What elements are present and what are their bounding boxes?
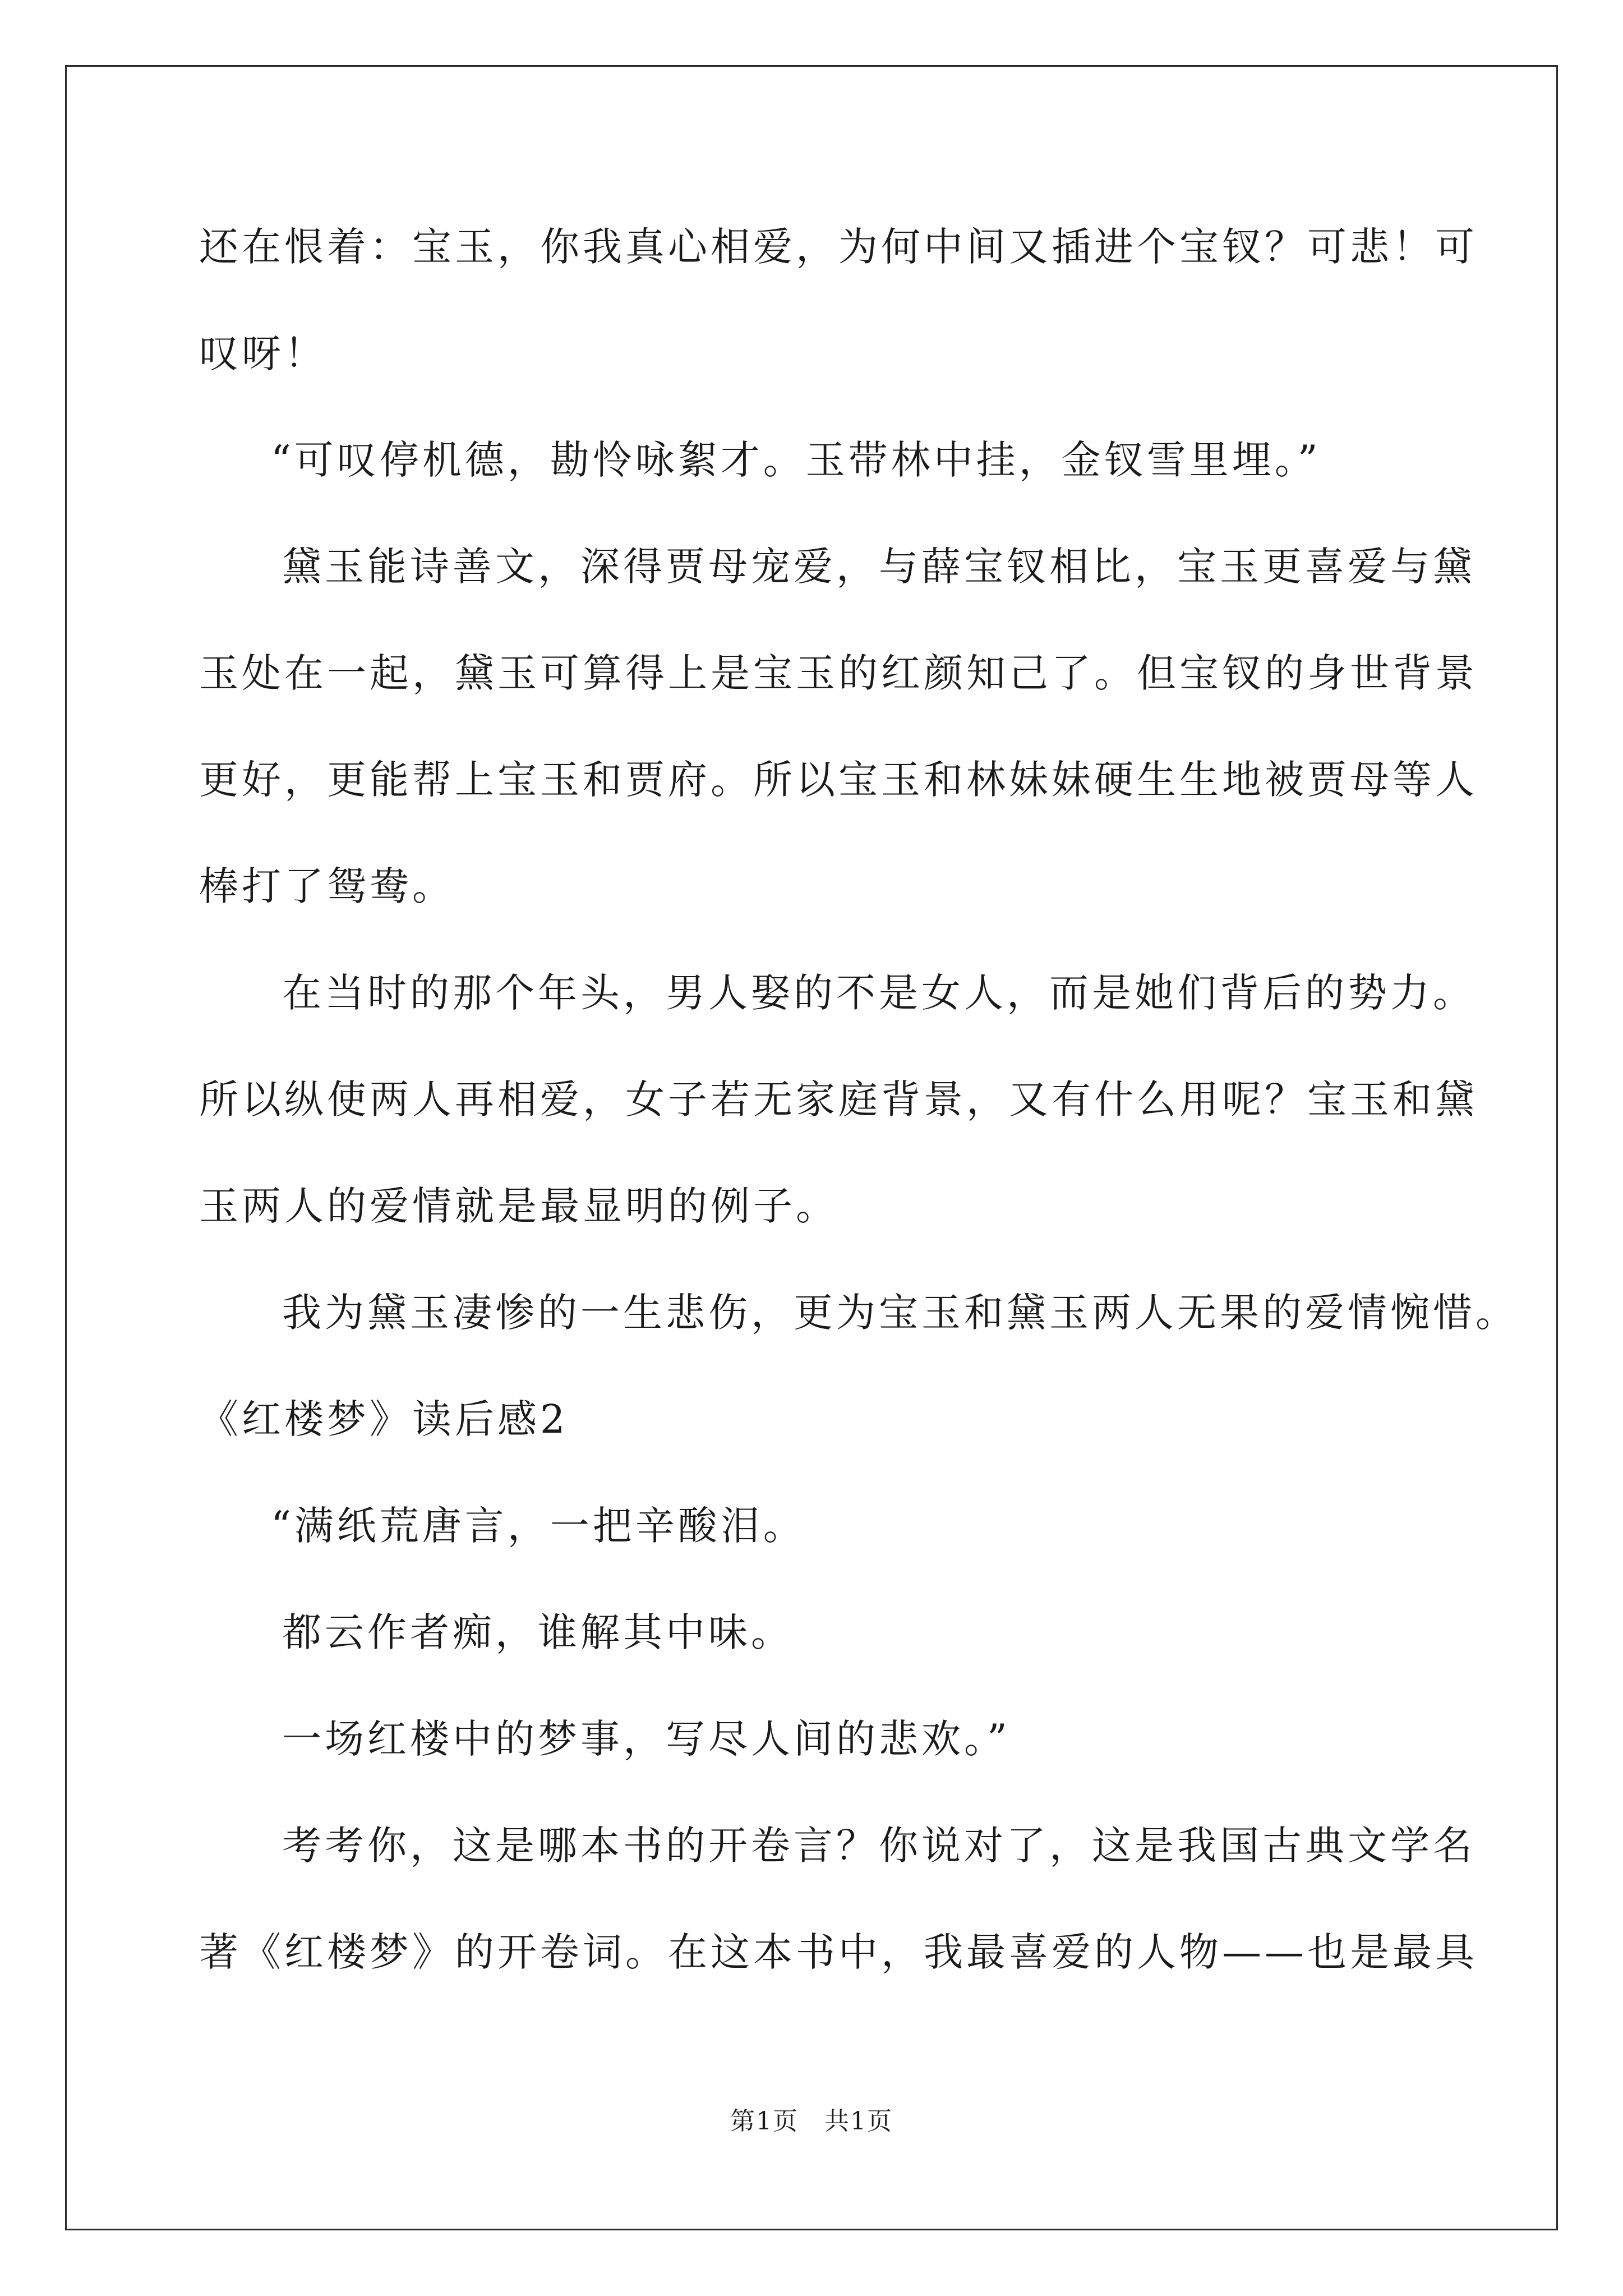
poem-line: 都云作者痴，谁解其中味。 xyxy=(282,1609,794,1655)
paragraph-line: 著《红楼梦》的开卷词。在这本书中，我最喜爱的人物——也是最具 xyxy=(199,1929,1478,1975)
paragraph-line: 还在恨着：宝玉，你我真心相爱，为何中间又插进个宝钗？可悲！可 xyxy=(199,224,1478,270)
paragraph-line: 在当时的那个年头，男人娶的不是女人，而是她们背后的势力。 xyxy=(282,970,1476,1016)
paragraph-line: 黛玉能诗善文，深得贾母宠爱，与薛宝钗相比，宝玉更喜爱与黛 xyxy=(282,544,1476,590)
poem-quote: “满纸荒唐言，一把辛酸泪。 xyxy=(271,1503,806,1549)
paragraph-line: 叹呀！ xyxy=(199,330,327,376)
document-body xyxy=(199,219,1518,2031)
page-footer: 第1页 共1页 xyxy=(730,2107,893,2136)
poem-line: 一场红楼中的梦事，写尽人间的悲欢。” xyxy=(282,1716,1011,1762)
paragraph-line: 玉两人的爱情就是最显明的例子。 xyxy=(199,1183,838,1229)
section-heading: 《红楼梦》读后感2 xyxy=(199,1396,569,1442)
paragraph-line: 考考你，这是哪本书的开卷言？你说对了，这是我国古典文学名 xyxy=(282,1823,1476,1869)
paragraph-line: 所以纵使两人再相爱，女子若无家庭背景，又有什么用呢？宝玉和黛 xyxy=(199,1076,1478,1122)
poem-quote: “可叹停机德，勘怜咏絮才。玉带林中挂，金钗雪里埋。” xyxy=(271,437,1321,483)
paragraph-line: 更好，更能帮上宝玉和贾府。所以宝玉和林妹妹硬生生地被贾母等人 xyxy=(199,757,1478,803)
paragraph-line: 棒打了鸳鸯。 xyxy=(199,863,455,909)
paragraph-line: 玉处在一起，黛玉可算得上是宝玉的红颜知己了。但宝钗的身世背景 xyxy=(199,650,1478,696)
paragraph-line: 我为黛玉凄惨的一生悲伤，更为宝玉和黛玉两人无果的爱情惋惜。 xyxy=(282,1290,1518,1336)
